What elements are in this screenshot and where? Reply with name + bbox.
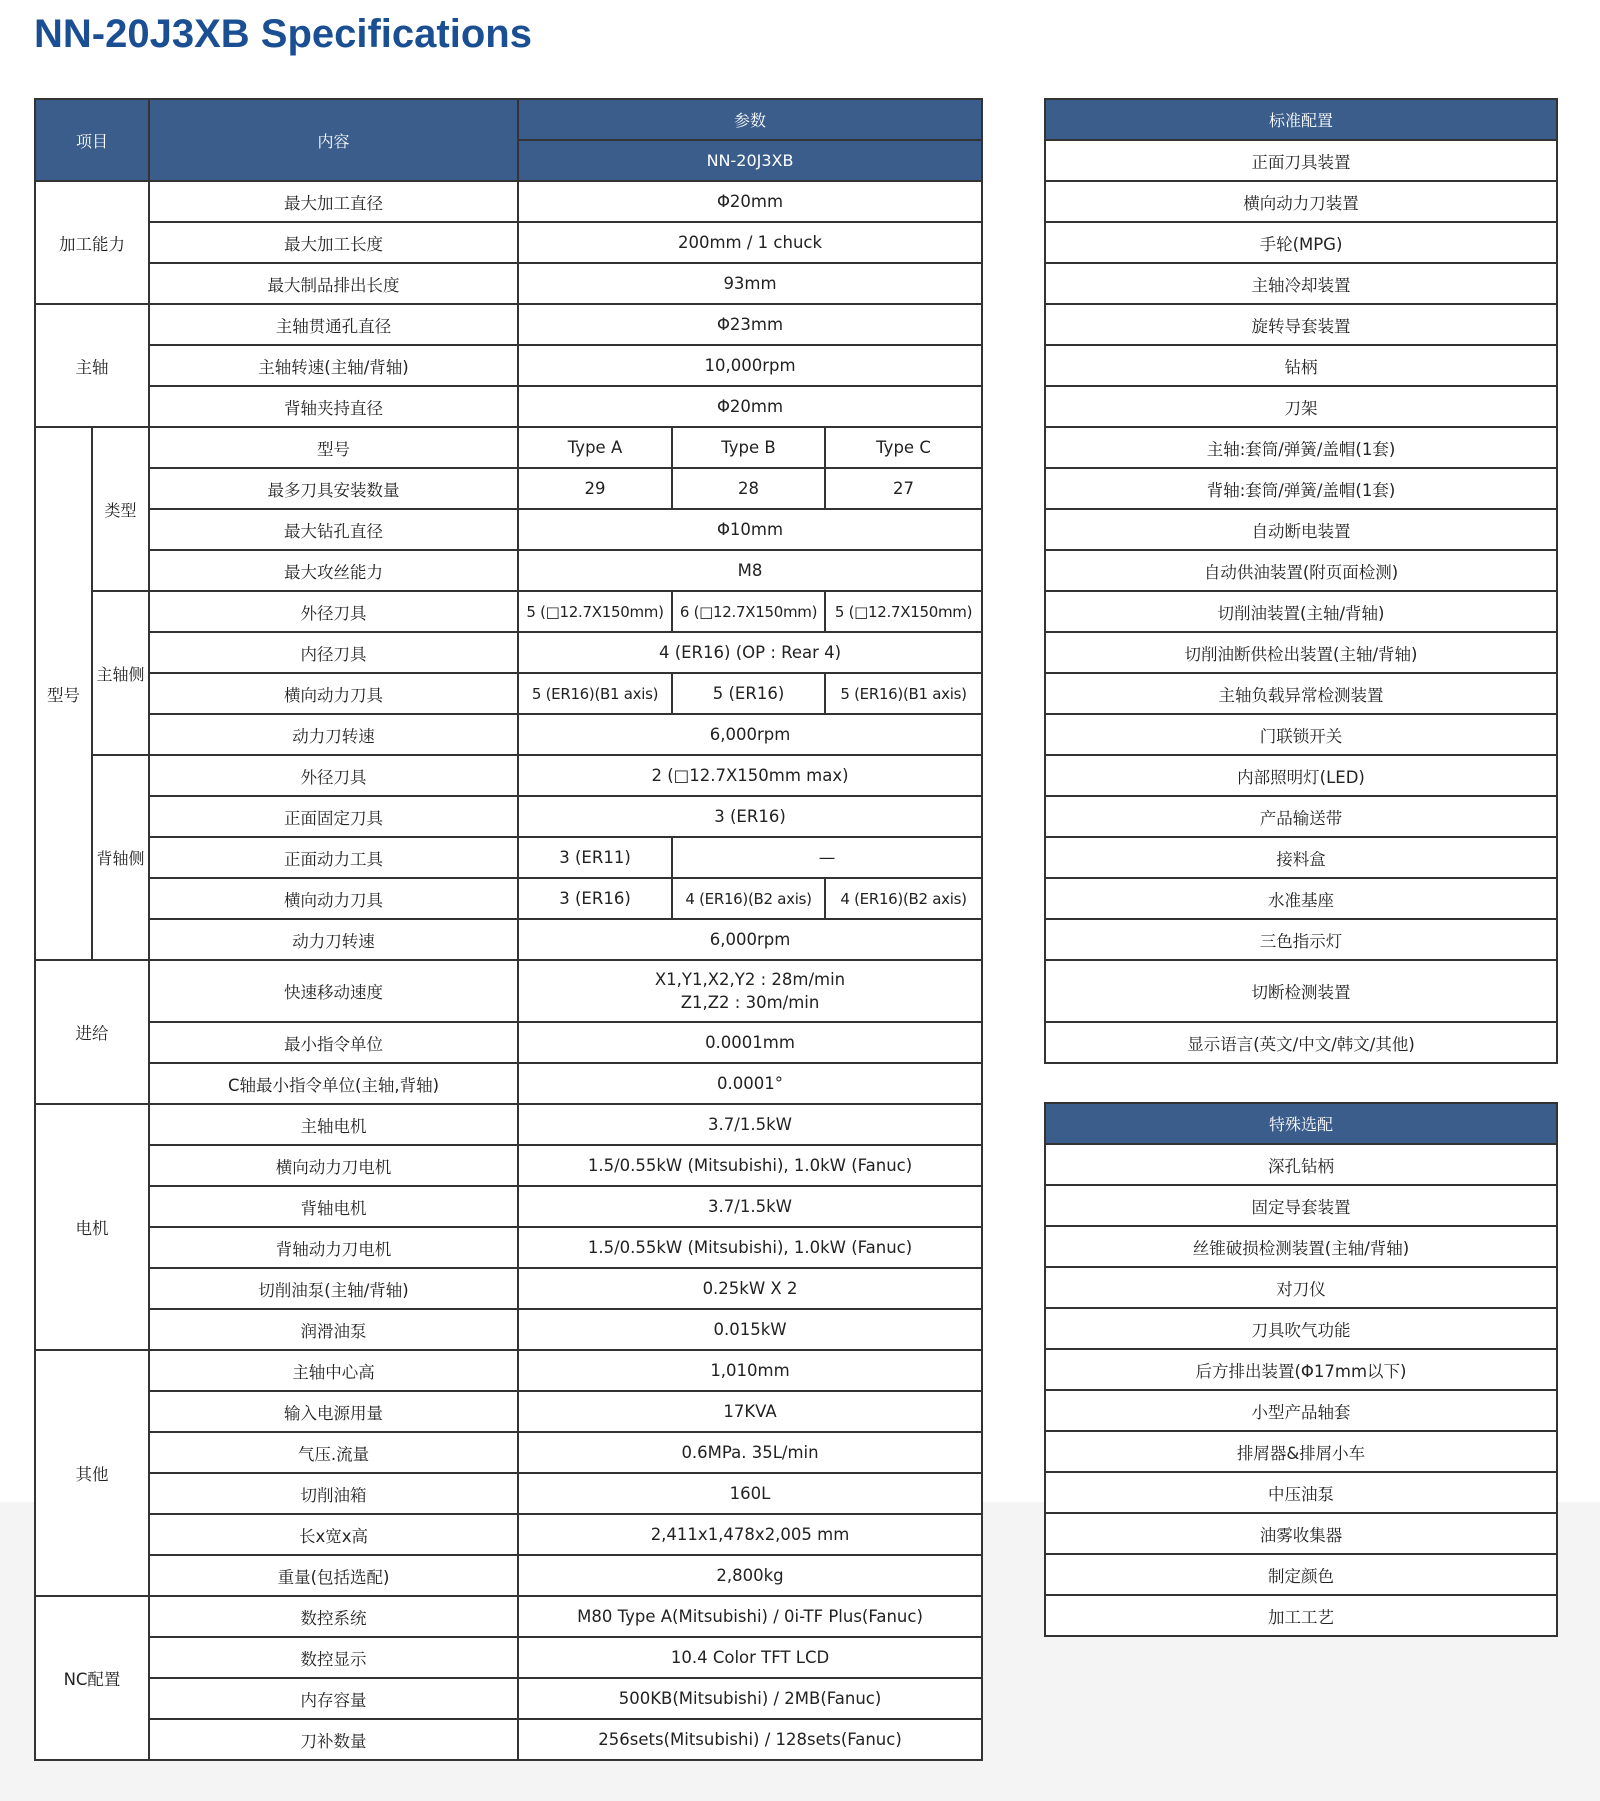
row-value: Φ20mm xyxy=(518,181,982,222)
row-value-b: 28 xyxy=(672,468,825,509)
list-item: 钻柄 xyxy=(1045,345,1557,386)
row-label: 重量(包括选配) xyxy=(149,1555,518,1596)
standard-config-table xyxy=(1044,98,1558,1064)
row-value: 0.25kW X 2 xyxy=(518,1268,982,1309)
row-value: 2 (□12.7X150mm max) xyxy=(518,755,982,796)
header-content: 内容 xyxy=(149,99,518,181)
list-item: 主轴负载异常检测装置 xyxy=(1045,673,1557,714)
list-item: 排屑器&排屑小车 xyxy=(1045,1431,1557,1472)
row-value: Φ20mm xyxy=(518,386,982,427)
row-value: 6,000rpm xyxy=(518,714,982,755)
list-item: 内部照明灯(LED) xyxy=(1045,755,1557,796)
header-model: NN-20J3XB xyxy=(518,140,982,181)
rapid-z: Z1,Z2 : 30m/min xyxy=(680,993,820,1012)
row-value-b: 6 (□12.7X150mm) xyxy=(672,591,825,632)
row-value: Φ10mm xyxy=(518,509,982,550)
row-value-c: 27 xyxy=(825,468,982,509)
list-item: 旋转导套装置 xyxy=(1045,304,1557,345)
group-spindle: 主轴 xyxy=(35,304,149,427)
header-item: 项目 xyxy=(35,99,149,181)
row-value: 6,000rpm xyxy=(518,919,982,960)
list-item: 主轴:套筒/弹簧/盖帽(1套) xyxy=(1045,427,1557,468)
list-item: 切削油断供检出装置(主轴/背轴) xyxy=(1045,632,1557,673)
row-label: 最大加工长度 xyxy=(149,222,518,263)
list-item: 制定颜色 xyxy=(1045,1554,1557,1595)
group-others: 其他 xyxy=(35,1350,149,1596)
row-label: 外径刀具 xyxy=(149,591,518,632)
list-item: 深孔钻柄 xyxy=(1045,1144,1557,1185)
row-label: 快速移动速度 xyxy=(149,960,518,1022)
row-label: 背轴夹持直径 xyxy=(149,386,518,427)
standard-config-header: 标准配置 xyxy=(1045,99,1557,140)
row-label: 横向动力刀电机 xyxy=(149,1145,518,1186)
row-label: 最大加工直径 xyxy=(149,181,518,222)
row-value-a: 3 (ER11) xyxy=(518,837,672,878)
row-value: 17KVA xyxy=(518,1391,982,1432)
list-item: 背轴:套筒/弹簧/盖帽(1套) xyxy=(1045,468,1557,509)
row-value: 500KB(Mitsubishi) / 2MB(Fanuc) xyxy=(518,1678,982,1719)
list-item: 后方排出装置(Φ17mm以下) xyxy=(1045,1349,1557,1390)
row-label: 数控系统 xyxy=(149,1596,518,1637)
row-value: 0.0001mm xyxy=(518,1022,982,1063)
list-item: 刀具吹气功能 xyxy=(1045,1308,1557,1349)
row-label: 正面固定刀具 xyxy=(149,796,518,837)
row-value: 1.5/0.55kW (Mitsubishi), 1.0kW (Fanuc) xyxy=(518,1227,982,1268)
list-item: 丝锥破损检测装置(主轴/背轴) xyxy=(1045,1226,1557,1267)
row-value: 160L xyxy=(518,1473,982,1514)
group-model: 型号 xyxy=(35,427,92,960)
list-item: 对刀仪 xyxy=(1045,1267,1557,1308)
row-label: 主轴电机 xyxy=(149,1104,518,1145)
row-label: 切削油箱 xyxy=(149,1473,518,1514)
group-machining-capacity: 加工能力 xyxy=(35,181,149,304)
list-item: 门联锁开关 xyxy=(1045,714,1557,755)
row-value-c: 5 (ER16)(B1 axis) xyxy=(825,673,982,714)
row-label: 数控显示 xyxy=(149,1637,518,1678)
row-value: 2,800kg xyxy=(518,1555,982,1596)
row-label: 最大钻孔直径 xyxy=(149,509,518,550)
list-item: 手轮(MPG) xyxy=(1045,222,1557,263)
subgroup-main-spindle-side: 主轴侧 xyxy=(92,591,149,755)
row-value-a: 3 (ER16) xyxy=(518,878,672,919)
row-label: 气压.流量 xyxy=(149,1432,518,1473)
row-label: 主轴中心高 xyxy=(149,1350,518,1391)
row-label: 外径刀具 xyxy=(149,755,518,796)
row-label: 内径刀具 xyxy=(149,632,518,673)
row-value: 200mm / 1 chuck xyxy=(518,222,982,263)
row-label: C轴最小指令单位(主轴,背轴) xyxy=(149,1063,518,1104)
list-item: 三色指示灯 xyxy=(1045,919,1557,960)
row-value-c: 5 (□12.7X150mm) xyxy=(825,591,982,632)
list-item: 显示语言(英文/中文/韩文/其他) xyxy=(1045,1022,1557,1063)
row-label: 横向动力刀具 xyxy=(149,878,518,919)
list-item: 切断检测装置 xyxy=(1045,960,1557,1022)
row-label: 长x宽x高 xyxy=(149,1514,518,1555)
row-value: 10.4 Color TFT LCD xyxy=(518,1637,982,1678)
list-item: 产品输送带 xyxy=(1045,796,1557,837)
page-title: NN-20J3XB Specifications xyxy=(34,12,532,56)
special-options-header: 特殊选配 xyxy=(1045,1103,1557,1144)
row-label: 输入电源用量 xyxy=(149,1391,518,1432)
list-item: 横向动力刀装置 xyxy=(1045,181,1557,222)
list-item: 小型产品轴套 xyxy=(1045,1390,1557,1431)
row-value: 1,010mm xyxy=(518,1350,982,1391)
row-label: 内存容量 xyxy=(149,1678,518,1719)
row-value-c: 4 (ER16)(B2 axis) xyxy=(825,878,982,919)
list-item: 水准基座 xyxy=(1045,878,1557,919)
row-label: 正面动力工具 xyxy=(149,837,518,878)
list-item: 自动断电装置 xyxy=(1045,509,1557,550)
row-value-a: Type A xyxy=(518,427,672,468)
row-value: 2,411x1,478x2,005 mm xyxy=(518,1514,982,1555)
row-label: 动力刀转速 xyxy=(149,919,518,960)
list-item: 固定导套装置 xyxy=(1045,1185,1557,1226)
row-value-a: 29 xyxy=(518,468,672,509)
row-label: 最大制品排出长度 xyxy=(149,263,518,304)
row-label: 润滑油泵 xyxy=(149,1309,518,1350)
row-value: M8 xyxy=(518,550,982,591)
row-value: 93mm xyxy=(518,263,982,304)
row-label: 动力刀转速 xyxy=(149,714,518,755)
row-label: 横向动力刀具 xyxy=(149,673,518,714)
row-value: 0.6MPa. 35L/min xyxy=(518,1432,982,1473)
row-value-a: 5 (ER16)(B1 axis) xyxy=(518,673,672,714)
list-item: 中压油泵 xyxy=(1045,1472,1557,1513)
row-value: 3 (ER16) xyxy=(518,796,982,837)
list-item: 刀架 xyxy=(1045,386,1557,427)
row-value: 0.015kW xyxy=(518,1309,982,1350)
list-item: 油雾收集器 xyxy=(1045,1513,1557,1554)
row-label: 最多刀具安装数量 xyxy=(149,468,518,509)
row-value-b: 5 (ER16) xyxy=(672,673,825,714)
special-options-table xyxy=(1044,1102,1558,1637)
row-value: 0.0001° xyxy=(518,1063,982,1104)
row-label: 背轴动力刀电机 xyxy=(149,1227,518,1268)
row-label: 主轴贯通孔直径 xyxy=(149,304,518,345)
row-label: 背轴电机 xyxy=(149,1186,518,1227)
rapid-xy: X1,Y1,X2,Y2 : 28m/min xyxy=(654,970,846,989)
row-value-bc: — xyxy=(672,837,982,878)
subgroup-sub-spindle-side: 背轴侧 xyxy=(92,755,149,960)
spec-table xyxy=(34,98,983,1761)
group-motor: 电机 xyxy=(35,1104,149,1350)
row-value-a: 5 (□12.7X150mm) xyxy=(518,591,672,632)
row-value: 256sets(Mitsubishi) / 128sets(Fanuc) xyxy=(518,1719,982,1760)
row-label: 最大攻丝能力 xyxy=(149,550,518,591)
row-value-c: Type C xyxy=(825,427,982,468)
row-value: M80 Type A(Mitsubishi) / 0i-TF Plus(Fanuc) xyxy=(518,1596,982,1637)
row-label: 刀补数量 xyxy=(149,1719,518,1760)
row-value xyxy=(518,960,982,1022)
row-value: 3.7/1.5kW xyxy=(518,1186,982,1227)
row-value: Φ23mm xyxy=(518,304,982,345)
row-value-b: 4 (ER16)(B2 axis) xyxy=(672,878,825,919)
row-value-b: Type B xyxy=(672,427,825,468)
row-label: 型号 xyxy=(149,427,518,468)
row-value: 3.7/1.5kW xyxy=(518,1104,982,1145)
row-label: 最小指令单位 xyxy=(149,1022,518,1063)
row-value: 1.5/0.55kW (Mitsubishi), 1.0kW (Fanuc) xyxy=(518,1145,982,1186)
list-item: 切削油装置(主轴/背轴) xyxy=(1045,591,1557,632)
row-label: 切削油泵(主轴/背轴) xyxy=(149,1268,518,1309)
list-item: 接料盒 xyxy=(1045,837,1557,878)
subgroup-type: 类型 xyxy=(92,427,149,591)
group-nc-config: NC配置 xyxy=(35,1596,149,1760)
list-item: 加工工艺 xyxy=(1045,1595,1557,1636)
row-value: 10,000rpm xyxy=(518,345,982,386)
group-feed: 进给 xyxy=(35,960,149,1104)
list-item: 正面刀具装置 xyxy=(1045,140,1557,181)
list-item: 自动供油装置(附页面检测) xyxy=(1045,550,1557,591)
row-label: 主轴转速(主轴/背轴) xyxy=(149,345,518,386)
row-value: 4 (ER16) (OP : Rear 4) xyxy=(518,632,982,673)
header-param: 参数 xyxy=(518,99,982,140)
list-item: 主轴冷却装置 xyxy=(1045,263,1557,304)
